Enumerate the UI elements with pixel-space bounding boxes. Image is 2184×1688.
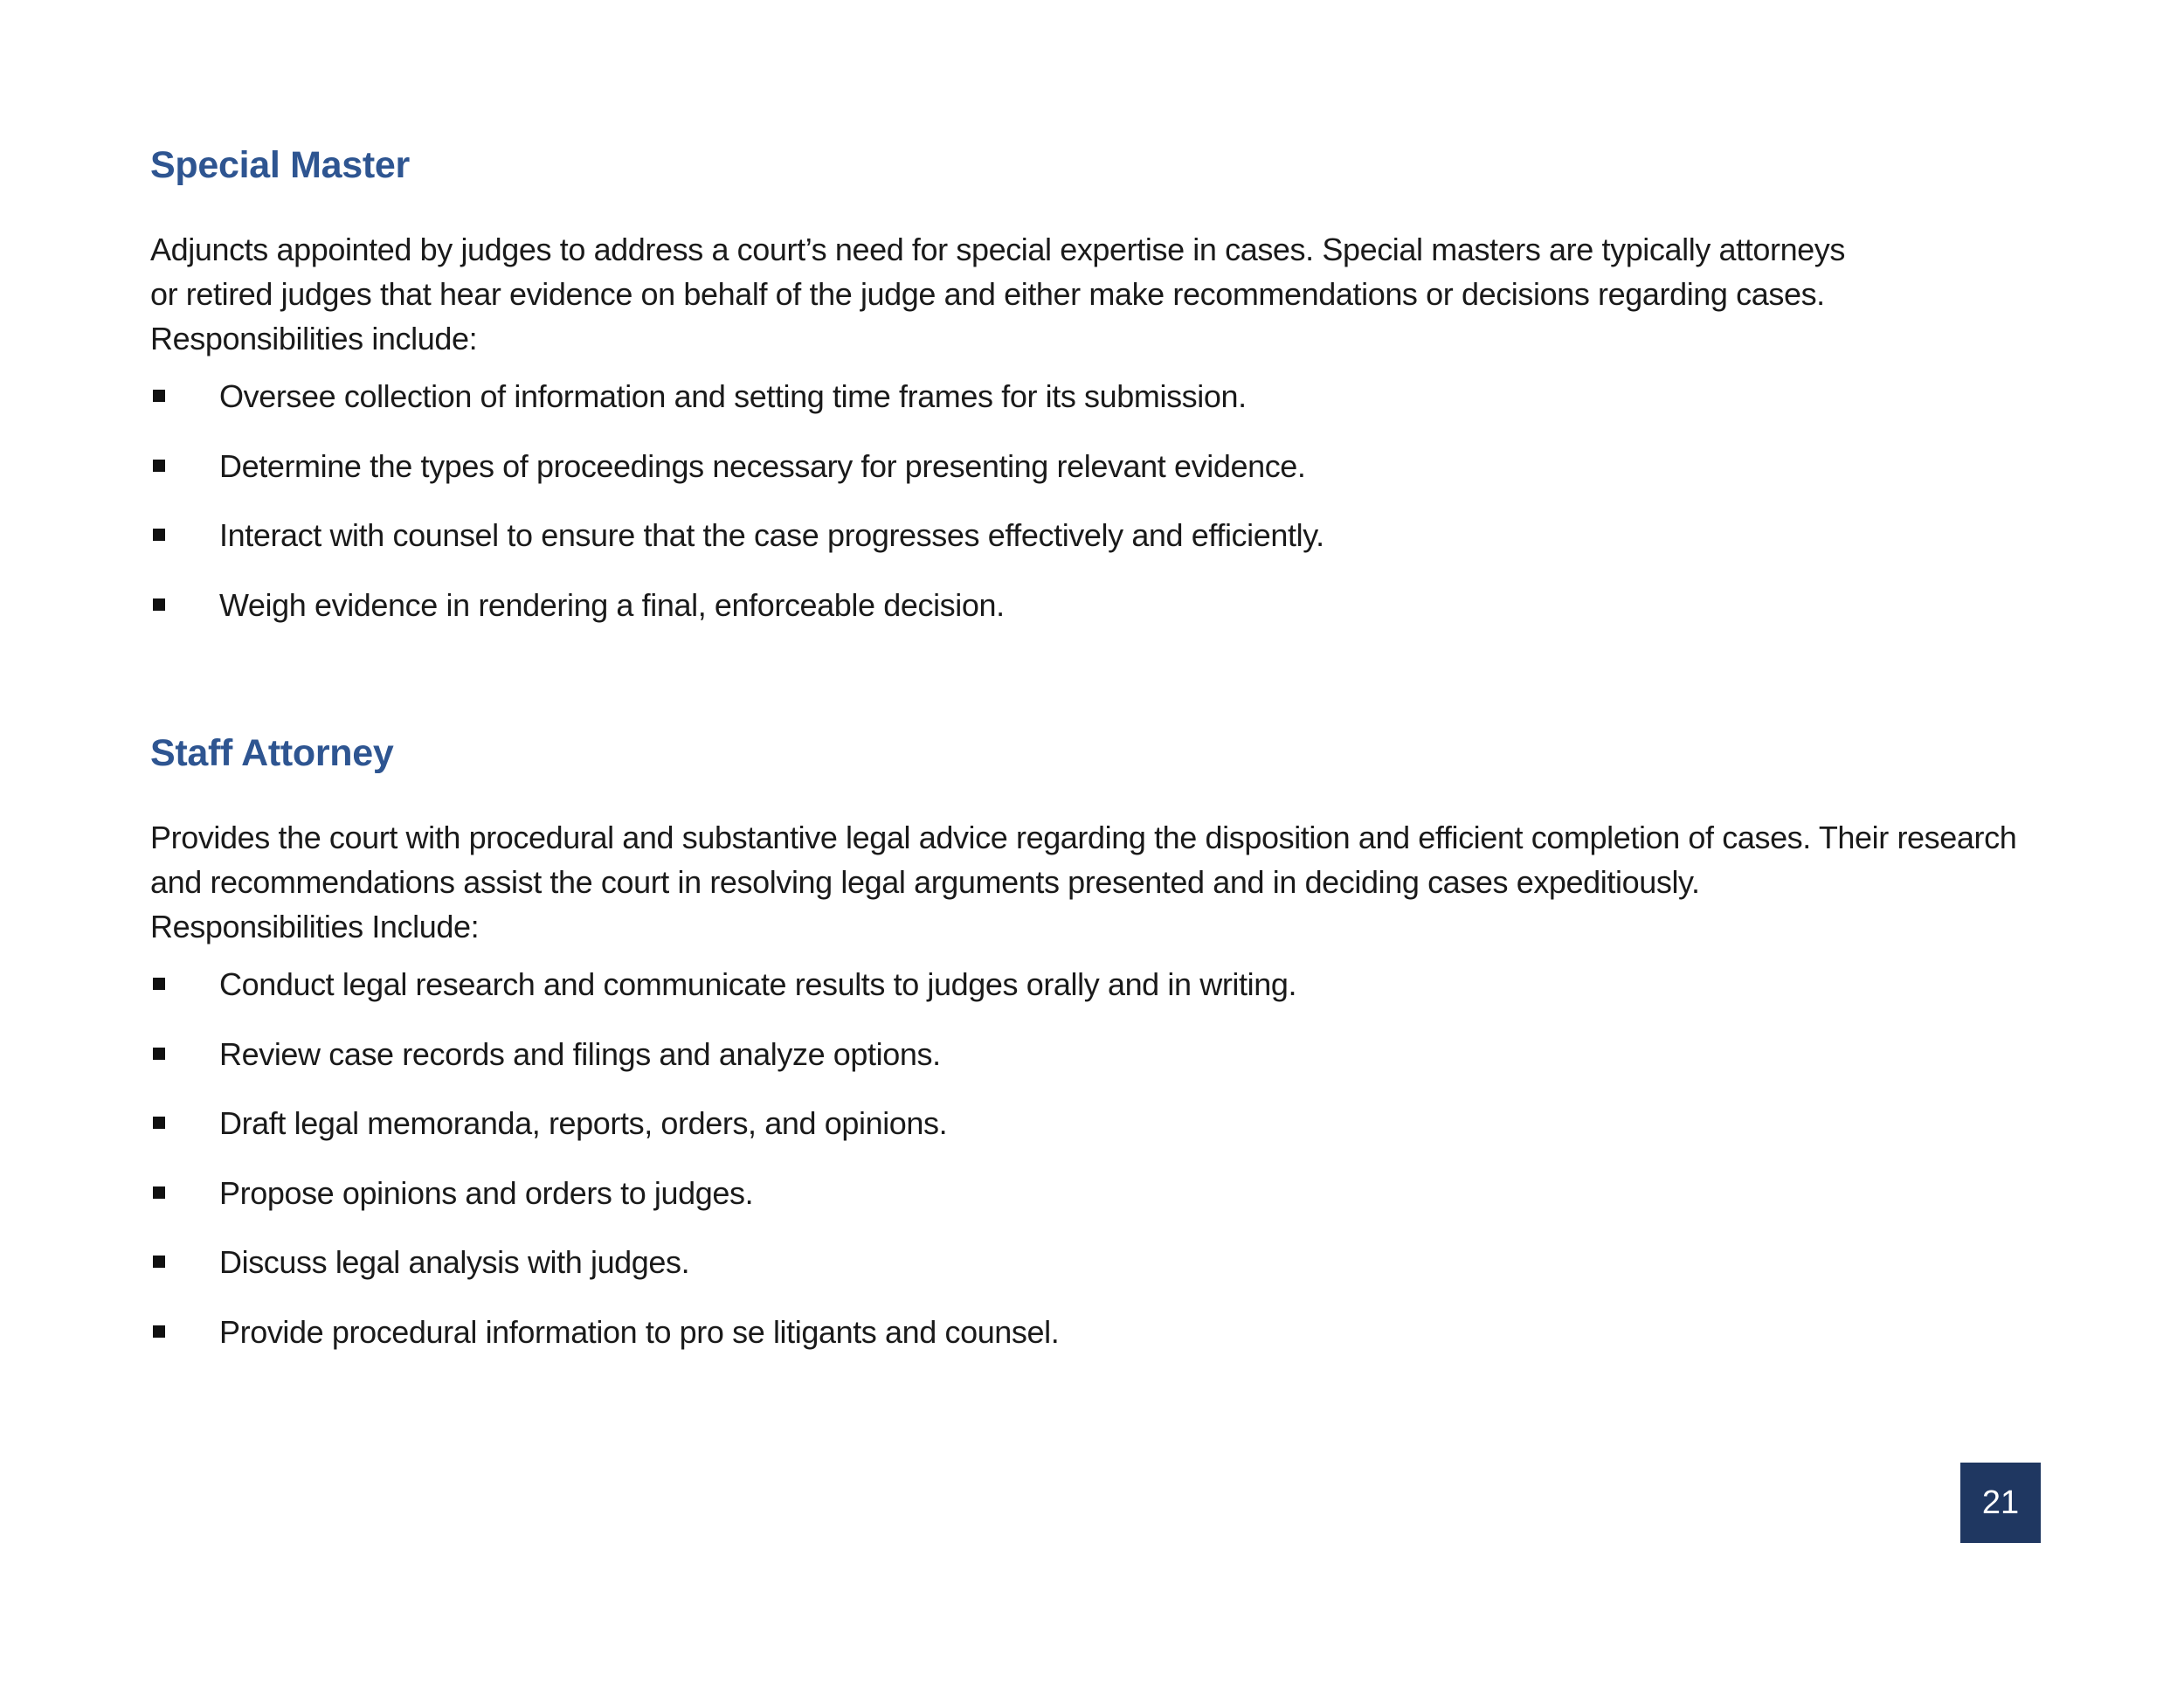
square-bullet-icon bbox=[153, 1048, 165, 1060]
intro-line: Responsibilities include: bbox=[150, 321, 478, 356]
intro-line: or retired judges that hear evidence on behalf of the judge and either make recommendations or decisions regarding cases. bbox=[150, 276, 1825, 312]
intro-line: Adjuncts appointed by judges to address a court’s need for special expertise in cases. Special masters are typically attorneys bbox=[150, 232, 1846, 267]
list-item bbox=[150, 1101, 2055, 1145]
list-item bbox=[150, 444, 2055, 488]
list-item-text: Oversee collection of information and setting time frames for its submission. bbox=[219, 378, 1247, 414]
square-bullet-icon bbox=[153, 978, 165, 990]
section-special-master bbox=[150, 140, 2055, 652]
list-item-text: Determine the types of proceedings necessary for presenting relevant evidence. bbox=[219, 447, 1306, 484]
list-item-text: Interact with counsel to ensure that the case progresses effectively and efficiently. bbox=[219, 517, 1324, 553]
list-item-text: Review case records and filings and analyze options. bbox=[219, 1035, 941, 1072]
list-item-text: Propose opinions and orders to judges. bbox=[219, 1174, 754, 1211]
square-bullet-icon bbox=[153, 390, 165, 402]
list-item-text: Conduct legal research and communicate results to judges orally and in writing. bbox=[219, 966, 1297, 1002]
section-intro bbox=[150, 227, 2055, 361]
list-item bbox=[150, 374, 2055, 419]
responsibilities-list bbox=[150, 374, 2055, 627]
list-item bbox=[150, 513, 2055, 557]
square-bullet-icon bbox=[153, 460, 165, 472]
section-heading: Special Master bbox=[150, 144, 410, 186]
list-item-text: Draft legal memoranda, reports, orders, and opinions. bbox=[219, 1105, 948, 1141]
responsibilities-list bbox=[150, 962, 2055, 1354]
list-item-text: Weigh evidence in rendering a final, enforceable decision. bbox=[219, 586, 1005, 623]
list-item bbox=[150, 1032, 2055, 1076]
square-bullet-icon bbox=[153, 598, 165, 611]
page-number: 21 bbox=[1960, 1463, 2041, 1543]
intro-line: Provides the court with procedural and substantive legal advice regarding the disposition and efficient completion of cases. Their research bbox=[150, 820, 2017, 855]
square-bullet-icon bbox=[153, 1186, 165, 1199]
list-item bbox=[150, 1310, 2055, 1354]
list-item-text: Provide procedural information to pro se litigants and counsel. bbox=[219, 1313, 1060, 1350]
section-staff-attorney bbox=[150, 728, 2055, 1379]
list-item bbox=[150, 1240, 2055, 1284]
square-bullet-icon bbox=[153, 1256, 165, 1268]
list-item bbox=[150, 962, 2055, 1007]
list-item bbox=[150, 583, 2055, 627]
square-bullet-icon bbox=[153, 1117, 165, 1129]
intro-line: Responsibilities Include: bbox=[150, 909, 480, 944]
intro-line: and recommendations assist the court in resolving legal arguments presented and in deciding cases expeditiously. bbox=[150, 864, 1700, 900]
square-bullet-icon bbox=[153, 1325, 165, 1338]
section-intro bbox=[150, 815, 2055, 949]
square-bullet-icon bbox=[153, 529, 165, 541]
section-heading: Staff Attorney bbox=[150, 732, 394, 774]
list-item-text: Discuss legal analysis with judges. bbox=[219, 1244, 690, 1280]
list-item bbox=[150, 1171, 2055, 1215]
